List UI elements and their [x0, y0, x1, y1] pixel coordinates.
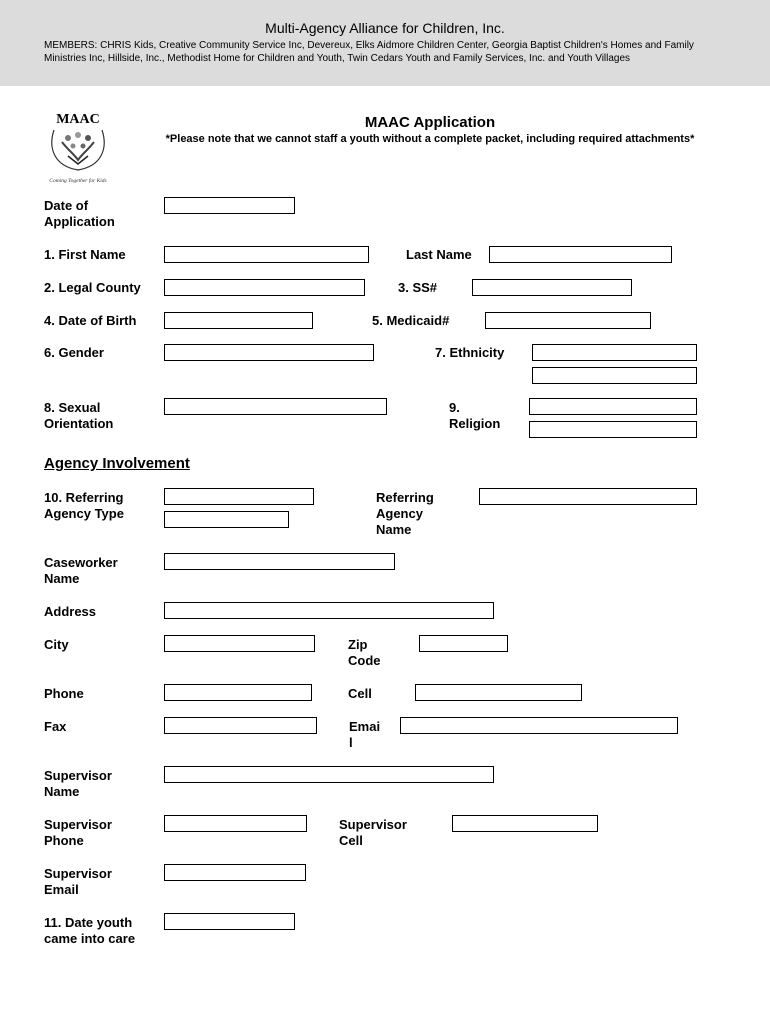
form-title: MAAC Application — [364, 114, 496, 131]
gender-field[interactable] — [164, 344, 374, 361]
date-of-application-label: Date of Application — [44, 198, 115, 229]
ethnicity-field-2[interactable] — [532, 367, 697, 384]
sexual-orientation-field[interactable] — [164, 398, 387, 415]
zip-code-field[interactable] — [419, 635, 508, 652]
legal-county-label: 2. Legal County — [44, 280, 141, 295]
last-name-field[interactable] — [489, 246, 672, 263]
cell-label: Cell — [348, 686, 372, 701]
logo-tagline: Coming Together for Kids — [49, 178, 107, 184]
religion-field-1[interactable] — [529, 398, 697, 415]
city-field[interactable] — [164, 635, 315, 652]
referring-agency-name-field[interactable] — [479, 488, 697, 505]
religion-field-2[interactable] — [529, 421, 697, 438]
supervisor-cell-field[interactable] — [452, 815, 598, 832]
legal-county-field[interactable] — [164, 279, 365, 296]
supervisor-email-field[interactable] — [164, 864, 306, 881]
zip-code-label: Zip Code — [348, 637, 381, 668]
agency-involvement-heading: Agency Involvement — [44, 455, 190, 472]
first-name-label: 1. First Name — [44, 247, 126, 262]
cell-field[interactable] — [415, 684, 582, 701]
sexual-orientation-label: 8. Sexual Orientation — [44, 400, 114, 431]
org-title: Multi-Agency Alliance for Children, Inc. — [265, 20, 505, 36]
caseworker-name-field[interactable] — [164, 553, 395, 570]
dob-label: 4. Date of Birth — [44, 313, 137, 328]
address-label: Address — [44, 604, 97, 619]
supervisor-cell-label: Supervisor Cell — [339, 817, 407, 848]
form-note: *Please note that we cannot staff a youth without a complete packet, including required attachments* — [165, 133, 695, 145]
ethnicity-label: 7. Ethnicity — [435, 345, 505, 360]
logo-text: MAAC — [56, 112, 100, 127]
caseworker-name-label: Caseworker Name — [44, 555, 118, 586]
gender-label: 6. Gender — [44, 345, 104, 360]
referring-agency-type-label: 10. Referring Agency Type — [44, 490, 124, 521]
ss-field[interactable] — [472, 279, 632, 296]
phone-label: Phone — [44, 686, 84, 701]
supervisor-name-label: Supervisor Name — [44, 768, 112, 799]
last-name-label: Last Name — [406, 247, 472, 262]
fax-label: Fax — [44, 719, 67, 734]
date-of-application-field[interactable] — [164, 197, 295, 214]
medicaid-field[interactable] — [485, 312, 651, 329]
email-label: Emai l — [349, 719, 381, 750]
ethnicity-field-1[interactable] — [532, 344, 697, 361]
date-into-care-label: 11. Date youth came into care — [44, 915, 136, 946]
supervisor-email-label: Supervisor Email — [44, 866, 112, 897]
phone-field[interactable] — [164, 684, 312, 701]
religion-label: 9. Religion — [449, 400, 501, 431]
medicaid-label: 5. Medicaid# — [372, 313, 450, 328]
supervisor-phone-label: Supervisor Phone — [44, 817, 112, 848]
referring-agency-name-label: Referring Agency Name — [376, 490, 434, 537]
referring-agency-type-field-1[interactable] — [164, 488, 314, 505]
referring-agency-type-field-2[interactable] — [164, 511, 289, 528]
ss-label: 3. SS# — [398, 280, 438, 295]
date-into-care-field[interactable] — [164, 913, 295, 930]
header-banner — [0, 0, 770, 86]
supervisor-name-field[interactable] — [164, 766, 494, 783]
fax-field[interactable] — [164, 717, 317, 734]
city-label: City — [44, 637, 69, 652]
dob-field[interactable] — [164, 312, 313, 329]
address-field[interactable] — [164, 602, 494, 619]
supervisor-phone-field[interactable] — [164, 815, 307, 832]
members-list: MEMBERS: CHRIS Kids, Creative Community Service Inc, Devereux, Elks Aidmore Children Center, Georgia Baptist Children's Homes and Family Ministries Inc, Hillside, Inc., Methodist Home for Children and Youth, Twin Cedars Youth and Family Services, Inc. and Youth Villages — [44, 40, 694, 64]
first-name-field[interactable] — [164, 246, 369, 263]
email-field[interactable] — [400, 717, 678, 734]
